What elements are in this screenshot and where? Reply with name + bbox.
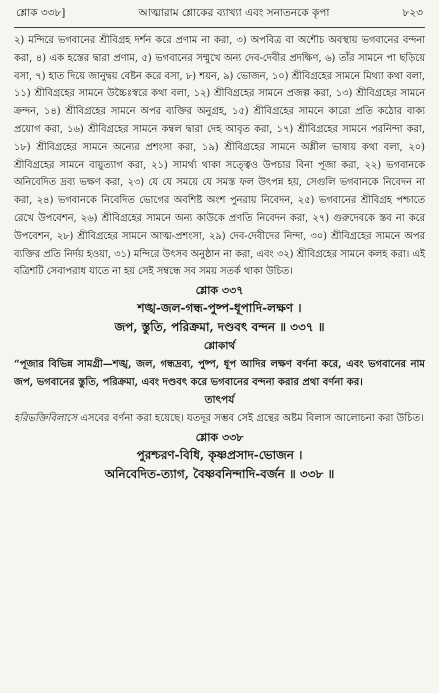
sloka-337-verse-line-2: জপ, স্তুতি, পরিক্রমা, দণ্ডবৎ বন্দন ॥ ৩৩৭ ॥ [114,320,325,335]
purport-heading: তাৎপর্য [204,394,235,407]
header-page-number: ৮২৩ [402,7,423,19]
sloka-337-block [14,282,425,355]
translation-heading: শ্লোকার্থ [203,340,236,353]
sloka-338-verse-line-2: অনিবেদিত-ত্যাগ, বৈষ্ণবনিন্দাদি-বর্জন ॥ ৩৩৮ ॥ [104,466,335,481]
header-verse-ref: শ্লোক ৩৩৮] [16,7,66,19]
sloka-337-verse-line-1: শঙ্খ-জল-গন্ধ-পুষ্প-ধূপাদি-লক্ষণ । [137,301,302,316]
offenses-paragraph: ২) মন্দিরে ভগবানের শ্রীবিগ্রহ দর্শন করে প্রণাম না করা, ৩) অপবিত্র বা অশৌচ অবস্থায় ভগবানের বন্দনা করা, ৪) এক হস্তের দ্বারা প্রণাম, ৫) ভগবানের সম্মুখে অন্য দেব-দেবীর প্রদক্ষিণ, ৬) তাঁর সামনে পা ছড়িয়ে বসা, ৭) হাত দিয়ে জানুদ্বয় বেষ্টন করে বসা, ৮) শয়ন, ৯) ভোজন, ১০) শ্রীবিগ্রহের সামনে মিথ্যা কথা বলা, ১১) শ্রীবিগ্রহের সামনে উচ্চৈঃস্বরে কথা বলা, ১২) শ্রীবিগ্রহের সামনে প্রজল্প করা, ১৩) শ্রীবিগ্রহের সামনে ক্রন্দন, ১৪) শ্রীবিগ্রহের সামনে অপর ব্যক্তির অনুগ্রহ, ১৫) শ্রীবিগ্রহের সামনে কারো প্রতি কঠোর বাক্য প্রয়োগ করা, ১৬) শ্রীবিগ্রহের সামনে কম্বল দ্বারা দেহ আবৃত করা, ১৭) শ্রীবিগ্রহের সামনে পরনিন্দা করা, ১৮) শ্রীবিগ্রহের সামনে অন্যের প্রশংসা করা, ১৯) শ্রীবিগ্রহের সামনে অশ্লীল ভাষায় কথা বলা, ২০) শ্রীবিগ্রহের সামনে বায়ুত্যাগ করা, ২১) সামর্থ্য থাকা সত্ত্বেও উপচার বিনা পূজা করা, ২২) ভগবানকে অনিবেদিত দ্রব্য ভক্ষণ করা, ২৩) যে যে সময়ে যে সমস্ত ফল উৎপন্ন হয়, সেগুলি ভগবানকে নিবেদন না করা, ২৪) ভগবানকে নিবেদিত ভোগের অবশিষ্ট অংশ পুনরায় নিবেদন, ২৫) ভগবানের শ্রীবিগ্রহ পশ্চাতে রেখে উপবেশন, ২৬) শ্রীবিগ্রহের সামনে অন্য কাউকে প্রণতি নিবেদন করা, ২৭) গুরুদেবকে স্তব না করে উপবেশন, ২৮) শ্রীবিগ্রহের সামনে আত্ম-প্রশংসা, ২৯) দেব-দেবীদের নিন্দা, ৩০) শ্রীবিগ্রহের সামনে অপর ব্যক্তির প্রতি নির্দয় হওয়া, ৩১) মন্দিরে উৎসব অনুষ্ঠান না করা, এবং ৩২) শ্রীবিগ্রহের সামনে কলহ করা। এই বত্রিশটি সেবাপরাধ যাতে না হয় সেই সম্বন্ধে সব সময় সতর্ক থাকা উচিত। [14,35,426,278]
purport-book-title: হরিভক্তিবিলাসে [14,413,78,425]
purport-text: এসবের বর্ণনা করা হয়েছে। যতদূর সম্ভব সেই গ্রন্থের অষ্টম বিলাস আলোচনা করা উচিত। [77,413,424,425]
sloka-337-translation: “পূজার বিভিন্ন সামগ্রী—শঙ্খ, জল, গন্ধদ্রব্য, পুষ্প, ধূপ আদির লক্ষণ বর্ণনা করে, এবং ভগবানের নাম জপ, ভগবানের স্তুতি, পরিক্রমা, এবং দণ্ডবৎ করে ভগবানের বন্দনা করার প্রথা বর্ণনা কর। [14,359,425,388]
sloka-338-heading: শ্লোক ৩৩৮ [195,430,244,444]
header-chapter-title: আত্মারাম শ্লোকের ব্যাখ্যা এবং সনাতনকে কৃপা [138,7,330,19]
sloka-338-block [14,429,425,484]
running-header [14,6,425,28]
sloka-337-heading: শ্লোক ৩৩৭ [195,284,244,298]
sloka-337-purport [14,410,425,428]
sloka-338-verse-line-1: পুরশ্চরণ-বিধি, কৃষ্ণপ্রসাদ-ভোজন । [136,447,303,462]
